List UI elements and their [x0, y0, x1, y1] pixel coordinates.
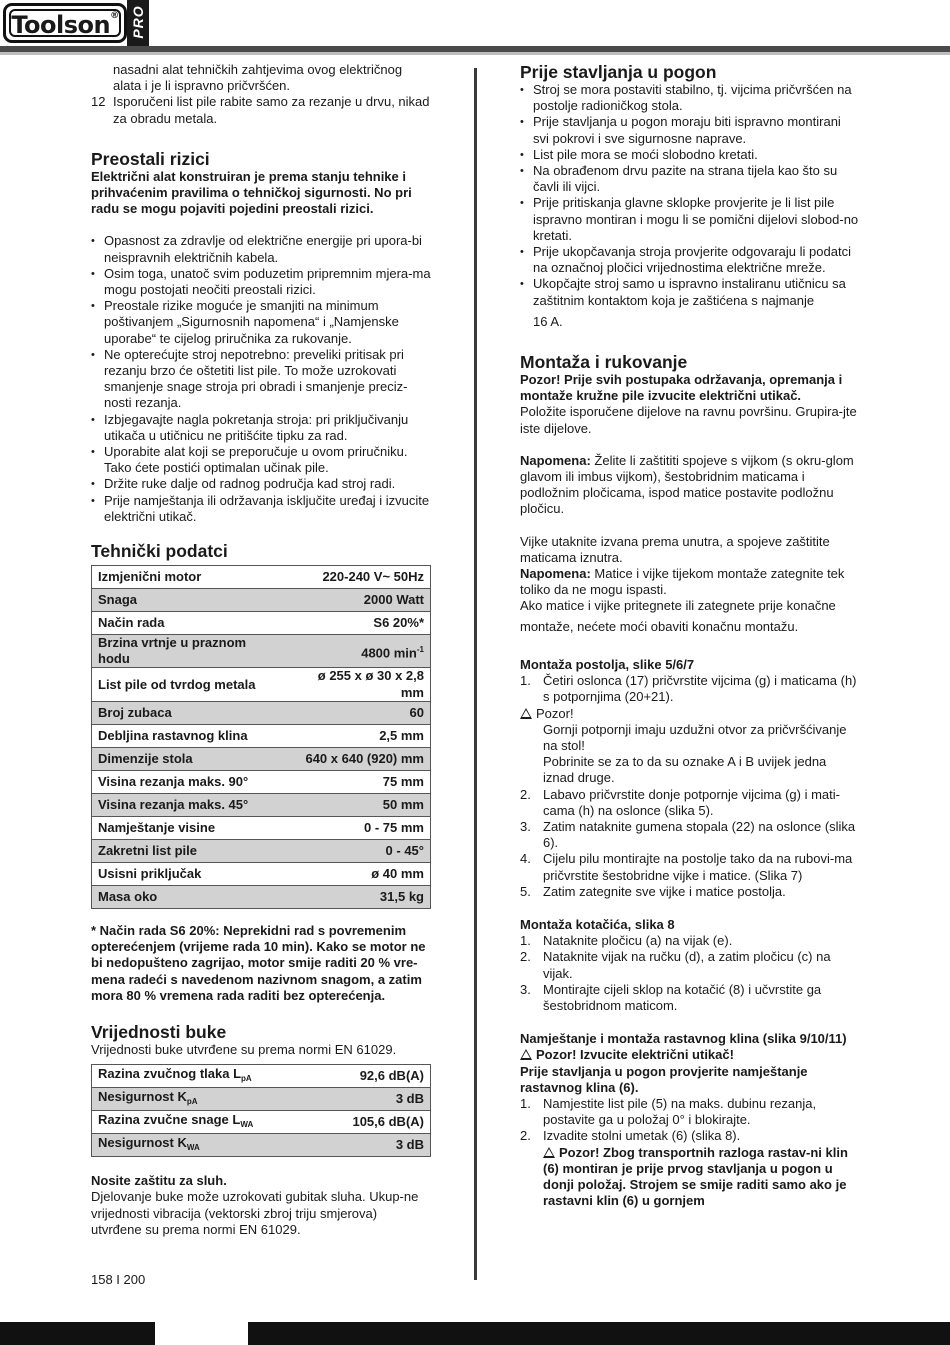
wedge-check: Prije stavljanja u pogon provjerite namještanje rastavnog klina (6).: [520, 1063, 808, 1095]
wheel-step-num: 2.: [520, 949, 531, 965]
wheel-steps: [520, 933, 860, 1014]
tech-label: Zakretni list pile: [92, 839, 287, 862]
tech-value-text: 2,5 mm: [379, 727, 424, 743]
tech-value: [286, 566, 430, 589]
tech-row: [92, 612, 431, 635]
noise-title: Vrijednosti buke: [91, 1021, 227, 1042]
risk-item: • Osim toga, unatoč svim poduzetim pripremnim mjera-ma mogu postojati neočiti preostali rizici.: [91, 266, 431, 298]
start-item: • Stroj se mora postaviti stabilno, tj. vijcima pričvršćen na postolje radioničkog stola.: [520, 82, 860, 114]
stand-step-num: 5.: [520, 883, 531, 899]
stand-step-text: Cijelu pilu montirajte na postolje tako da na rubovi-ma pričvrstite šestobridne vijke i matice. (Slika 7): [543, 851, 853, 883]
tech-value-text: 75 mm: [382, 773, 424, 789]
mount-text: Položite isporučene dijelove na ravnu površinu. Grupira-jte iste dijelove.: [520, 404, 857, 436]
tech-row: [92, 724, 431, 747]
tighten-text-2: montaže, nećete moći obaviti konačnu montažu.: [520, 618, 799, 634]
noise-value: 92,6 dB(A): [317, 1065, 430, 1088]
ear-title: Nosite zaštitu za sluh.: [91, 1173, 227, 1189]
warning-triangle-icon: [543, 1147, 555, 1158]
tech-value-text: 60: [409, 704, 424, 720]
tech-row: [92, 816, 431, 839]
note-1: Napomena: Želite li zaštititi spojeve s vijkom (s okru-glom glavom ili imbus vijkom), šestobridnim maticama i podložnim pločicama, ispod matice postavite podložnu pločicu.: [520, 452, 854, 517]
wheel-step: [520, 949, 860, 981]
stand-step-num: 4.: [520, 851, 531, 867]
start-item: • List pile mora se moći slobodno kretati.: [520, 147, 860, 163]
noise-row: [92, 1088, 431, 1111]
tech-value-text: ø 40 mm: [371, 865, 424, 881]
tech-label: Način rada: [92, 612, 287, 635]
risk-item: • Ne opterećujte stroj nepotrebno: preveliki pritisak pri rezanju brzo će oštetiti list pile. To može uzrokovati smanjenje snage stroja pri obradi i smanjenje preciz-nosti rezanja.: [91, 347, 431, 412]
tech-row: [92, 701, 431, 724]
tech-row: [92, 862, 431, 885]
tech-label: Namještanje visine: [92, 816, 287, 839]
risk-item: • Uporabite alat koji se preporučuje u ovom priručniku. Tako ćete postići optimalan učinak pile.: [91, 444, 431, 476]
start-item: • Prije pritiskanja glavne sklopke provjerite je li list pile ispravno montiran i mogu li se pomični dijelovi slobod-no kretati.: [520, 195, 860, 244]
tech-label: Izmjenični motor: [92, 566, 287, 589]
tech-value: [286, 885, 430, 908]
noise-lead: Vrijednosti buke utvrđene su prema normi EN 61029.: [91, 1041, 397, 1057]
tech-label: List pile od tvrdog metala: [92, 668, 287, 701]
tech-value: [286, 747, 430, 770]
noise-label: [92, 1134, 318, 1157]
tech-row: [92, 839, 431, 862]
stand-title: Montaža postolja, slike 5/6/7: [520, 656, 695, 672]
left-column: [91, 62, 431, 1238]
risks-lead: Električni alat konstruiran je prema stanju tehnike i prihvaćenim pravilima o tehničkoj sigurnosti. No pri radu se mogu pojaviti pojedini preostali rizici.: [91, 168, 412, 217]
stand-pozor-text-1: Gornji potpornji imaju uzdužni otvor za pričvršćivanje na stol!: [543, 721, 847, 753]
tech-value-text: 50 mm: [382, 796, 424, 812]
stand-step-text: Zatim nataknite gumena stopala (22) na oslonce (slika 6).: [543, 818, 856, 851]
tech-note: * Način rada S6 20%: Neprekidni rad s povremenim opterećenjem (vrijeme rada 10 min). Kako se motor ne bi nedopušteno zagrijao, motor smije raditi 20 % vre-mena radeći s navedenom nazivnom snagom, a zatim mora 80 % vremena rada raditi bez opterećenja.: [91, 922, 426, 1003]
right-column: [520, 62, 860, 1209]
tech-row: [92, 747, 431, 770]
start-item: • Prije stavljanja u pogon moraju biti ispravno montirani svi pokrovi i sve sigurnosne naprave.: [520, 114, 860, 146]
noise-label: [92, 1111, 318, 1134]
toolson-logo: [3, 3, 127, 43]
tech-value: [286, 793, 430, 816]
tech-label: Usisni priključak: [92, 862, 287, 885]
noise-row: [92, 1111, 431, 1134]
noise-table: [91, 1064, 431, 1157]
noise-subscript: WA: [186, 1142, 200, 1152]
wedge-step-num: 2.: [520, 1128, 531, 1144]
wedge-pozor: Pozor! Zbog transportnih razloga rastav-ni klin (6) montiran je prije prvog stavljanja u pogon u donji položaj. Strojem se smije raditi samo ako je rastavni klin (6) u gornjem: [543, 1144, 848, 1209]
tech-value-text: S6 20%*: [373, 614, 424, 630]
tech-table: [91, 565, 431, 909]
intro-line: nasadni alat tehničkih zahtjevima ovog električnog alata i je li ispravno pričvršćen.: [113, 62, 403, 94]
tech-value: [286, 816, 430, 839]
noise-subscript: WA: [240, 1119, 254, 1129]
tech-value-text: 2000 Watt: [363, 591, 424, 607]
column-divider: [474, 68, 477, 1280]
wheel-step: [520, 933, 860, 949]
footer-bar-gap: [155, 1322, 248, 1345]
item-12: 12 Isporučeni list pile rabite samo za rezanje u drvu, nikad za obradu metala.: [91, 94, 430, 126]
tech-value-text: 0 - 45°: [385, 842, 424, 858]
tech-value: [286, 668, 430, 701]
start-amp: 16 A.: [533, 313, 563, 329]
noise-value: 3 dB: [317, 1088, 430, 1111]
tech-row: [92, 668, 431, 701]
tech-value: [286, 770, 430, 793]
tech-row: [92, 770, 431, 793]
wheel-title: Montaža kotačića, slika 8: [520, 916, 675, 932]
noise-label-text: Razina zvučne snage L: [98, 1111, 241, 1127]
risk-item: • Opasnost za zdravlje od električne energije pri upora-bi neispravnih električnih kabela.: [91, 233, 431, 265]
start-title: Prije stavljanja u pogon: [520, 62, 717, 82]
wedge-steps: [520, 1096, 860, 1145]
tech-value-text: 640 x 640 (920) mm: [305, 750, 424, 766]
tech-value: [286, 839, 430, 862]
wedge-step-text: Izvadite stolni umetak (6) (slika 8).: [543, 1128, 741, 1144]
noise-label-text: Nesigurnost K: [98, 1134, 187, 1150]
start-item: • Prije ukopčavanja stroja provjerite odgovaraju li podatci na označnoj pločici vrijednostima električne mreže.: [520, 244, 860, 276]
pro-label: PRO: [130, 5, 146, 39]
wedge-step-num: 1.: [520, 1095, 531, 1111]
noise-subscript: pA: [186, 1096, 198, 1106]
tech-value: [286, 589, 430, 612]
pro-tag: [127, 0, 149, 46]
wedge-warning: Pozor! Izvucite električni utikač!: [520, 1047, 860, 1063]
tech-value-text: 0 - 75 mm: [364, 819, 424, 835]
tech-label: Visina rezanja maks. 45°: [92, 793, 287, 816]
tech-value: [286, 724, 430, 747]
tech-row: [92, 566, 431, 589]
tech-value-text: 4800 min: [361, 644, 417, 660]
tech-label: Broj zubaca: [92, 701, 287, 724]
noise-label-text: Nesigurnost K: [98, 1088, 187, 1104]
risk-item: • Izbjegavajte nagla pokretanja stroja: pri priključivanju utikača u utičnicu ne pritišćite tipku za rad.: [91, 412, 431, 444]
tech-value: [286, 862, 430, 885]
stand-pozor-text-2: Pobrinite se za to da su oznake A i B uvijek jedna iznad druge.: [543, 754, 827, 786]
page-header: [0, 0, 950, 50]
wheel-step-num: 3.: [520, 981, 531, 997]
mount-title: Montaža i rukovanje: [520, 352, 688, 373]
wheel-step-text: Montirajte cijeli sklop na kotačić (8) i učvrstite ga šestobridnom maticom.: [543, 981, 822, 1013]
noise-row: [92, 1134, 431, 1157]
header-shadow: [0, 52, 950, 55]
stand-step: [520, 787, 860, 819]
stand-step-text: Labavo pričvrstite donje potpornje vijcima (g) i mati-cama (h) na oslonce (slika 5).: [543, 786, 840, 818]
stand-step-text: Zatim zategnite sve vijke i matice postolja.: [543, 883, 786, 899]
risks-list: [91, 233, 431, 525]
tech-label: Brzina vrtnje u praznom hodu: [92, 635, 287, 668]
wedge-step: [520, 1096, 860, 1128]
tech-label: Debljina rastavnog klina: [92, 724, 287, 747]
start-list: [520, 82, 860, 309]
tech-row: [92, 635, 431, 668]
stand-steps: [520, 673, 860, 705]
rpm-superscript: -1: [416, 644, 424, 654]
page-number: 158 I 200: [91, 1272, 146, 1287]
footer-bar: [0, 1322, 950, 1345]
wedge-step-text: Namjestite list pile (5) na maks. dubinu rezanja, postavite ga u položaj 0° i blokirajte.: [543, 1095, 817, 1128]
tech-value-text: 220-240 V~ 50Hz: [322, 568, 424, 584]
stand-step: [520, 819, 860, 851]
tech-value-text: 31,5 kg: [379, 888, 424, 904]
tech-value: [286, 612, 430, 635]
warning-triangle-icon: [520, 708, 532, 719]
tighten-text-1: Ako matice i vijke pritegnete ili zategnete prije konačne: [520, 598, 836, 614]
tech-row: [92, 589, 431, 612]
tech-label: Masa oko: [92, 885, 287, 908]
wedge-step: [520, 1128, 860, 1144]
risk-item: • Prije namještanja ili održavanja isključite uređaj i izvucite električni utikač.: [91, 493, 431, 525]
wheel-step-text: Nataknite pločicu (a) na vijak (e).: [543, 933, 733, 949]
warning-triangle-icon: [520, 1049, 532, 1060]
tech-title: Tehnički podatci: [91, 541, 228, 562]
risk-item: • Preostale rizike moguće je smanjiti na minimum poštivanjem „Sigurnosnih napomena“ i „Namjenske uporabe“ te cijelog priručnika za rukovanje.: [91, 298, 431, 347]
tech-label: Snaga: [92, 589, 287, 612]
ear-text: Djelovanje buke može uzrokovati gubitak sluha. Ukup-ne vrijednosti vibracija (vektorski zbroj triju smjerova) utvrđene su prema normi EN 61029.: [91, 1189, 419, 1237]
noise-value: 105,6 dB(A): [317, 1111, 430, 1134]
registered-mark: ®: [110, 11, 119, 21]
noise-value: 3 dB: [317, 1134, 430, 1157]
wedge-title: Namještanje i montaža rastavnog klina (slika 9/10/11): [520, 1031, 847, 1047]
noise-subscript: pA: [241, 1073, 252, 1083]
noise-label: [92, 1065, 318, 1088]
tech-value: [286, 701, 430, 724]
start-item: • Na obrađenom drvu pazite na strana tijela kao što su čavli ili vijci.: [520, 163, 860, 195]
stand-step-1: 1. Četiri oslonca (17) pričvrstite vijcima (g) i maticama (h) s potpornjima (20+21).: [520, 673, 857, 705]
wheel-step-text: Nataknite vijak na ručku (d), a zatim pločicu (c) na vijak.: [543, 949, 831, 981]
note-2: Napomena: Matice i vijke tijekom montaže zategnite tek toliko da ne mogu ispasti.: [520, 566, 845, 598]
wheel-step: [520, 982, 860, 1014]
mount-warning: Pozor! Prije svih postupaka održavanja, opremanja i montaže kružne pile izvucite električni utikač.: [520, 372, 843, 404]
risk-item: • Držite ruke dalje od radnog područja kad stroj radi.: [91, 476, 431, 492]
stand-pozor: Pozor!: [520, 706, 860, 722]
start-item: • Ukopčajte stroj samo u ispravno instaliranu utičnicu sa zaštitnim kontaktom koja je zaštićena s najmanje: [520, 276, 860, 308]
noise-label-text: Razina zvučnog tlaka L: [98, 1065, 242, 1081]
stand-step-num: 3.: [520, 818, 531, 834]
stand-step: [520, 884, 860, 900]
screws-text: Vijke utaknite izvana prema unutra, a spojeve zaštitite maticama iznutra.: [520, 533, 830, 565]
risks-title: Preostali rizici: [91, 148, 210, 169]
noise-row: [92, 1065, 431, 1088]
tech-value: [286, 635, 430, 668]
tech-value-text: ø 255 x ø 30 x 2,8 mm: [317, 668, 424, 700]
tech-row: [92, 793, 431, 816]
stand-steps-rest: [520, 787, 860, 900]
tech-label: Dimenzije stola: [92, 747, 287, 770]
brand-name: Toolson: [11, 11, 111, 39]
stand-step-num: 2.: [520, 786, 531, 802]
stand-step: [520, 851, 860, 883]
noise-label: [92, 1088, 318, 1111]
tech-label: Visina rezanja maks. 90°: [92, 770, 287, 793]
wheel-step-num: 1.: [520, 933, 531, 949]
tech-row: [92, 885, 431, 908]
